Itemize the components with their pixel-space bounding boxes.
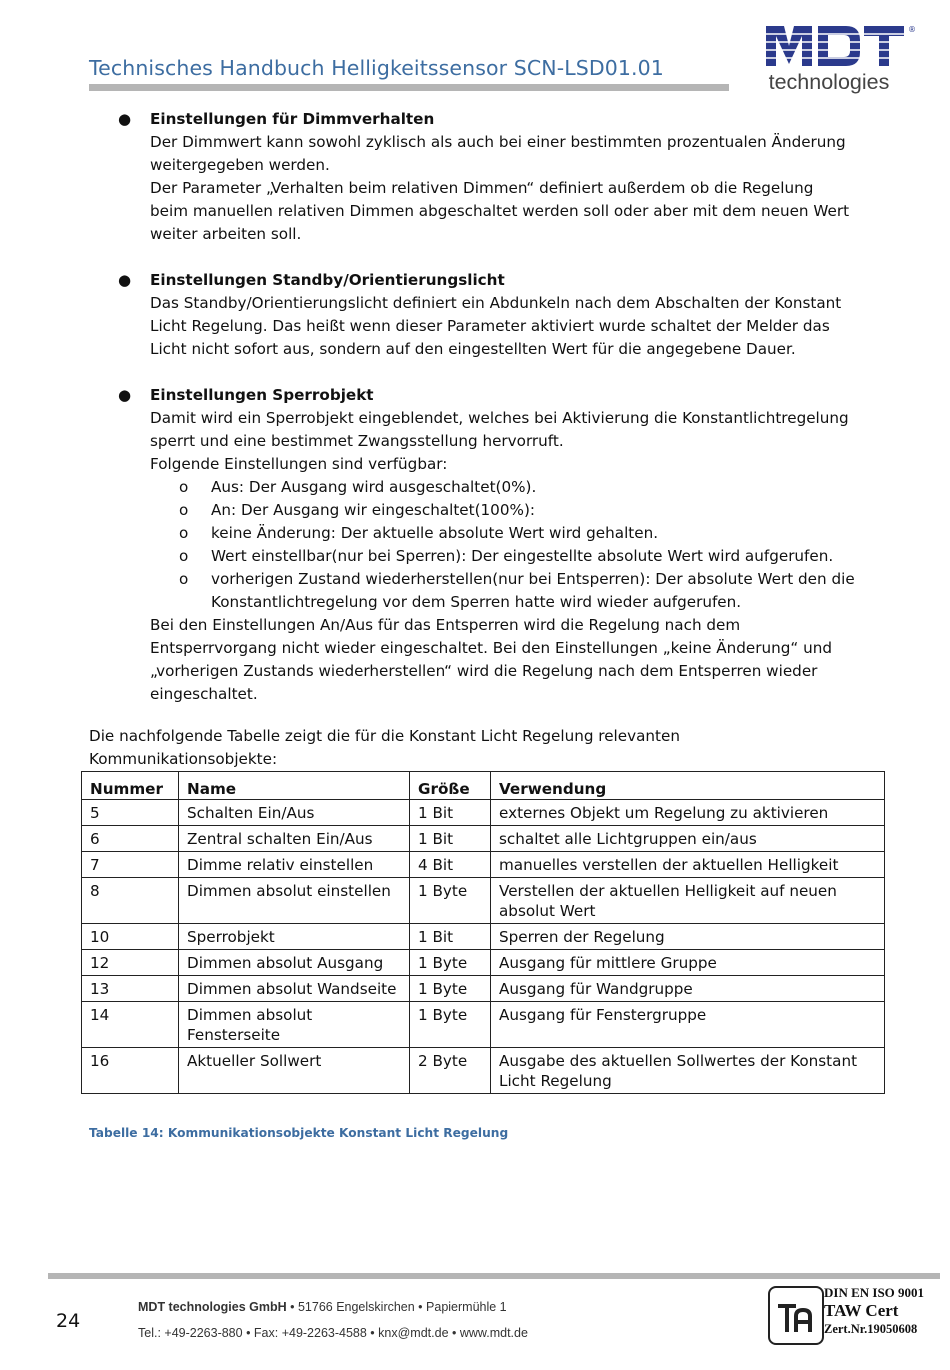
table-cell: manuelles verstellen der aktuellen Helligkeit — [491, 852, 885, 878]
table-cell: 14 — [82, 1002, 179, 1048]
section-standby — [118, 269, 880, 361]
table-cell: 5 — [82, 800, 179, 826]
cert-number: Zert.Nr.19050608 — [824, 1322, 918, 1336]
table-cell: 1 Byte — [410, 1002, 491, 1048]
table-cell: externes Objekt um Regelung zu aktivieren — [491, 800, 885, 826]
table-cell: 6 — [82, 826, 179, 852]
text-line: Der Dimmwert kann sowohl zyklisch als auch bei einer bestimmten prozentualen Änderung — [150, 133, 846, 151]
text-line: sperrt und eine bestimmet Zwangsstellung hervorruft. — [150, 432, 564, 450]
taw-cert-logo-icon — [768, 1286, 824, 1345]
table-cell: 1 Bit — [410, 924, 491, 950]
footer-address — [138, 1300, 507, 1314]
page-title: Technisches Handbuch Helligkeitssensor SCN-LSD01.01 — [89, 56, 664, 80]
text-line: Damit wird ein Sperrobjekt eingeblendet, welches bei Aktivierung die Konstantlichtregelung — [150, 409, 849, 427]
table-cell: 1 Bit — [410, 800, 491, 826]
footer-divider — [48, 1273, 940, 1279]
table-cell: 7 — [82, 852, 179, 878]
cert-issuer: TAW Cert — [824, 1301, 899, 1320]
text-line: Licht nicht sofort aus, sondern auf den eingestellten Wert für die angegebene Dauer. — [150, 340, 796, 358]
column-header: Verwendung — [491, 772, 885, 800]
table-row — [82, 826, 885, 852]
text-line: Das Standby/Orientierungslicht definiert ein Abdunkeln nach dem Abschalten der Konstant — [150, 294, 842, 312]
header-divider — [89, 84, 729, 91]
table-cell: 1 Byte — [410, 976, 491, 1002]
list-item: o An: Der Ausgang wir eingeschaltet(100%): — [150, 499, 880, 522]
circle-bullet-icon: o — [179, 501, 189, 519]
table-cell: Dimmen absolut Wandseite — [179, 976, 410, 1002]
table-cell: Schalten Ein/Aus — [179, 800, 410, 826]
table-cell: Verstellen der aktuellen Helligkeit auf neuen absolut Wert — [491, 878, 885, 924]
section-dimmverhalten — [118, 108, 880, 246]
table-header-row — [82, 772, 885, 800]
table-row — [82, 976, 885, 1002]
text-line: weitergegeben werden. — [150, 156, 330, 174]
table-cell: Ausgang für Fenstergruppe — [491, 1002, 885, 1048]
list-item-continuation: Konstantlichtregelung vor dem Sperren hatte wird wieder aufgerufen. — [211, 593, 742, 611]
communication-objects-table — [81, 771, 885, 1094]
table-cell: Ausgang für Wandgruppe — [491, 976, 885, 1002]
table-cell: 8 — [82, 878, 179, 924]
text-line: Folgende Einstellungen sind verfügbar: — [150, 455, 448, 473]
table-cell: Dimmen absolut einstellen — [179, 878, 410, 924]
table-row — [82, 852, 885, 878]
table-cell: Dimmen absolut Fensterseite — [179, 1002, 410, 1048]
footer-contact: Tel.: +49-2263-880 • Fax: +49-2263-4588 • knx@mdt.de • www.mdt.de — [138, 1326, 528, 1340]
table-cell: Aktueller Sollwert — [179, 1048, 410, 1094]
table-row — [82, 1048, 885, 1094]
text-line: Kommunikationsobjekte: — [89, 750, 278, 768]
address-text: • 51766 Engelskirchen • Papiermühle 1 — [290, 1300, 507, 1314]
table-cell: Dimme relativ einstellen — [179, 852, 410, 878]
column-header: Name — [179, 772, 410, 800]
section-sperrobjekt — [118, 384, 880, 706]
certification-text — [824, 1284, 924, 1338]
table-cell: 1 Bit — [410, 826, 491, 852]
table-row — [82, 924, 885, 950]
list-item: o Wert einstellbar(nur bei Sperren): Der eingestellte absolute Wert wird aufgerufen. — [150, 545, 880, 568]
text-line: „vorherigen Zustands wiederherstellen“ wird die Regelung nach dem Entsperren wieder — [150, 662, 818, 680]
table-cell: 12 — [82, 950, 179, 976]
table-cell: Zentral schalten Ein/Aus — [179, 826, 410, 852]
column-header: Nummer — [82, 772, 179, 800]
bullet-icon: ● — [118, 386, 132, 404]
circle-bullet-icon: o — [179, 547, 189, 565]
table-cell: 13 — [82, 976, 179, 1002]
section-heading: Einstellungen für Dimmverhalten — [150, 110, 435, 128]
table-cell: Ausgang für mittlere Gruppe — [491, 950, 885, 976]
list-item: o Aus: Der Ausgang wird ausgeschaltet(0%). — [150, 476, 880, 499]
table-cell: 10 — [82, 924, 179, 950]
cert-standard: DIN EN ISO 9001 — [824, 1285, 925, 1300]
option-list — [150, 476, 880, 614]
table-caption: Tabelle 14: Kommunikationsobjekte Konstant Licht Regelung — [89, 1126, 509, 1140]
table-row — [82, 950, 885, 976]
text-line: beim manuellen relativen Dimmen abgeschaltet werden soll oder aber mit dem neuen Wert — [150, 202, 850, 220]
company-name: MDT technologies GmbH — [138, 1300, 287, 1314]
table-cell: Sperren der Regelung — [491, 924, 885, 950]
registered-mark: ® — [908, 25, 916, 34]
circle-bullet-icon: o — [179, 524, 189, 542]
table-row — [82, 800, 885, 826]
table-row — [82, 878, 885, 924]
text-line: Der Parameter „Verhalten beim relativen Dimmen“ definiert außerdem ob die Regelung — [150, 179, 814, 197]
list-item: o vorherigen Zustand wiederherstellen(nur bei Entsperren): Der absolute Wert den die — [150, 568, 880, 591]
text-line: Entsperrvorgang nicht wieder eingeschaltet. Bei den Einstellungen „keine Änderung“ und — [150, 639, 832, 657]
bullet-icon: ● — [118, 271, 132, 289]
text-line: Bei den Einstellungen An/Aus für das Entsperren wird die Regelung nach dem — [150, 616, 741, 634]
text-line: Licht Regelung. Das heißt wenn dieser Parameter aktiviert wurde schaltet der Melder das — [150, 317, 830, 335]
logo-subtitle: technologies — [768, 70, 890, 94]
table-cell: Dimmen absolut Ausgang — [179, 950, 410, 976]
list-item: o keine Änderung: Der aktuelle absolute Wert wird gehalten. — [150, 522, 880, 545]
table-cell: Ausgabe des aktuellen Sollwertes der Konstant Licht Regelung — [491, 1048, 885, 1094]
circle-bullet-icon: o — [179, 570, 189, 588]
section-heading: Einstellungen Sperrobjekt — [150, 386, 374, 404]
section-heading: Einstellungen Standby/Orientierungslicht — [150, 271, 505, 289]
table-cell: 1 Byte — [410, 878, 491, 924]
text-line: eingeschaltet. — [150, 685, 258, 703]
table-cell: schaltet alle Lichtgruppen ein/aus — [491, 826, 885, 852]
table-row — [82, 1002, 885, 1048]
table-cell: 4 Bit — [410, 852, 491, 878]
table-cell: 16 — [82, 1048, 179, 1094]
text-line: Die nachfolgende Tabelle zeigt die für die Konstant Licht Regelung relevanten — [89, 727, 680, 745]
circle-bullet-icon: o — [179, 478, 189, 496]
column-header: Größe — [410, 772, 491, 800]
bullet-icon: ● — [118, 110, 132, 128]
table-intro — [89, 725, 789, 771]
table-cell: 2 Byte — [410, 1048, 491, 1094]
table-cell: 1 Byte — [410, 950, 491, 976]
table-cell: Sperrobjekt — [179, 924, 410, 950]
page-number: 24 — [56, 1310, 81, 1332]
text-line: weiter arbeiten soll. — [150, 225, 302, 243]
